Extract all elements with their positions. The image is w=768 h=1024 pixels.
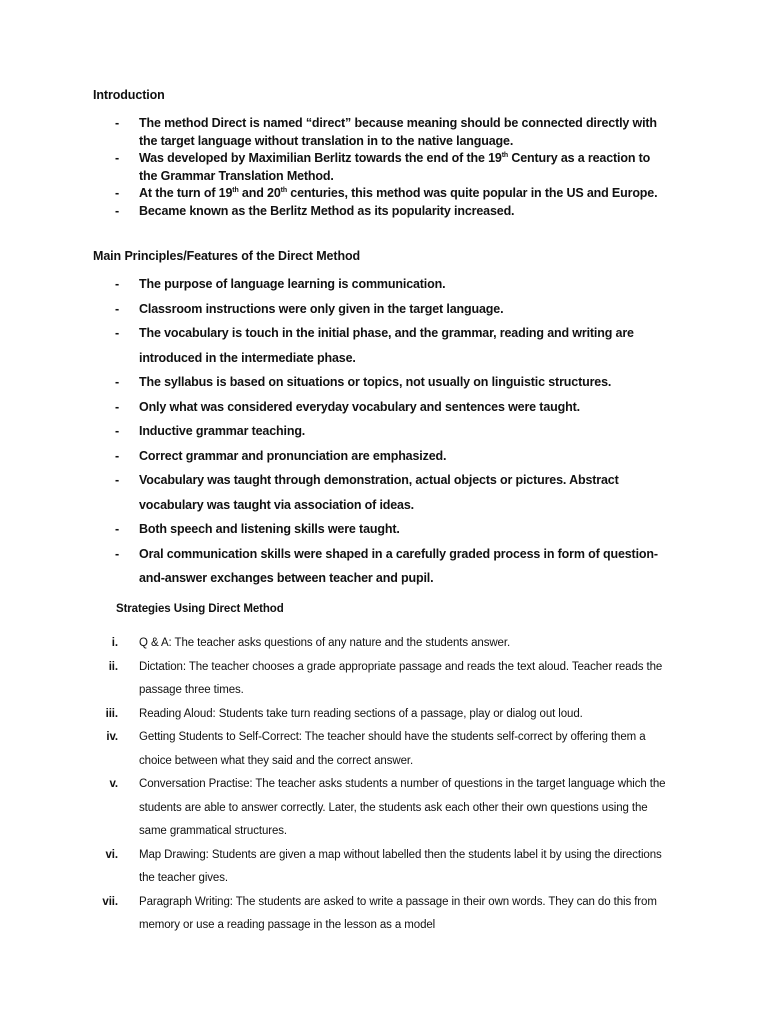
- list-item: - Both speech and listening skills were taught.: [115, 522, 400, 536]
- list-item: - The vocabulary is touch in the initial phase, and the grammar, reading and writing are introduced in the intermediate phase.: [115, 326, 634, 365]
- strategies-list: [0, 632, 768, 938]
- list-item: vi. Map Drawing: Students are given a map without labelled then the students label it by using the directions the teacher gives.: [105, 848, 662, 884]
- list-item: iv. Getting Students to Self-Correct: The teacher should have the students self-correct by offering them a choice between what they said and the correct answer.: [106, 731, 646, 767]
- list-item: - At the turn of 19th and 20th centuries, this method was quite popular in the US and Europe.: [115, 186, 658, 200]
- list-item: - Classroom instructions were only given in the target language.: [115, 301, 504, 316]
- list-item: - Became known as the Berlitz Method as its popularity increased.: [115, 203, 515, 218]
- principles-list: [0, 272, 768, 591]
- principles-heading: Main Principles/Features of the Direct Method: [93, 249, 361, 263]
- list-item: i. Q & A: The teacher asks questions of any nature and the students answer.: [111, 637, 511, 649]
- list-item: v. Conversation Practise: The teacher asks students a number of questions in the target language which the students are able to answer correctly. Later, the students ask each other their own questions using the same grammatical structures.: [109, 778, 666, 837]
- list-item: iii. Reading Aloud: Students take turn reading sections of a passage, play or dialog out loud.: [105, 707, 583, 720]
- introduction-list: [0, 115, 768, 220]
- list-item: - The syllabus is based on situations or topics, not usually on linguistic structures.: [115, 375, 612, 389]
- list-item: - Oral communication skills were shaped in a carefully graded process in form of question-and-answer exchanges between teacher and pupil.: [115, 546, 658, 585]
- list-item: - The purpose of language learning is communication.: [115, 277, 446, 291]
- list-item: - Inductive grammar teaching.: [115, 424, 306, 438]
- list-item: ii. Dictation: The teacher chooses a grade appropriate passage and reads the text aloud. Teacher reads the passage three times.: [108, 660, 663, 696]
- list-item: - Was developed by Maximilian Berlitz towards the end of the 19th Century as a reaction to the Grammar Translation Method.: [115, 151, 651, 183]
- list-item: vii. Paragraph Writing: The students are asked to write a passage in their own words. They can do this from memory or use a reading passage in the lesson as a model: [102, 895, 657, 931]
- list-item: - The method Direct is named “direct” because meaning should be connected directly with the target language without translation in to the native language.: [115, 116, 657, 148]
- introduction-heading: Introduction: [93, 88, 165, 102]
- list-item: - Only what was considered everyday vocabulary and sentences were taught.: [115, 399, 580, 414]
- list-item: - Correct grammar and pronunciation are emphasized.: [115, 448, 447, 463]
- strategies-heading: Strategies Using Direct Method: [116, 603, 284, 615]
- list-item: - Vocabulary was taught through demonstration, actual objects or pictures. Abstract vocabulary was taught via association of ideas.: [115, 473, 619, 512]
